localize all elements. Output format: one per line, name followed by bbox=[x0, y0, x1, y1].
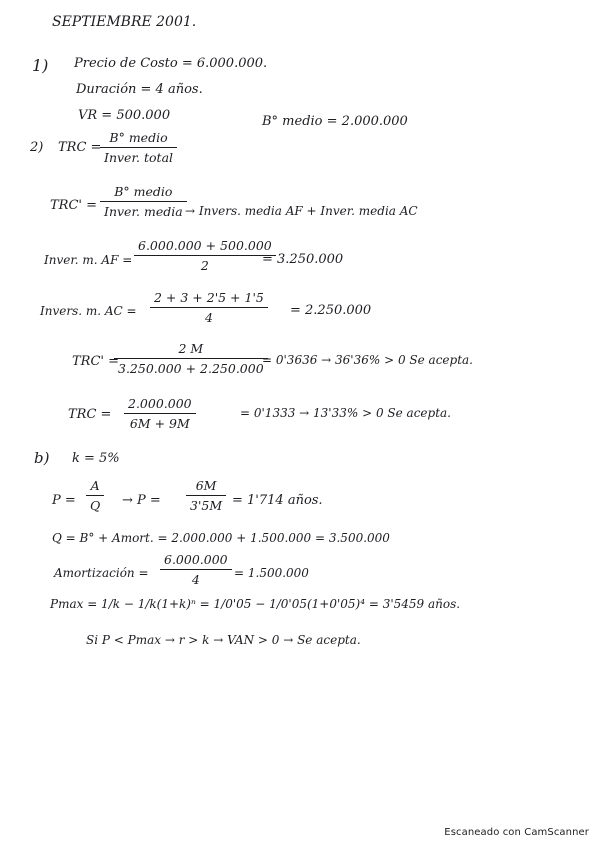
q2-number: 2) bbox=[30, 140, 44, 155]
q1-number: 1) bbox=[32, 56, 49, 75]
amortization-fraction bbox=[160, 552, 232, 587]
inv-ac-denominator: 4 bbox=[204, 310, 213, 325]
trc-prime-numerator: B° medio bbox=[100, 184, 187, 202]
inv-af-label: Inver. m. AF = bbox=[44, 253, 133, 267]
trc-fraction bbox=[100, 130, 177, 165]
inv-af-fraction bbox=[134, 238, 276, 273]
page-title: SEPTIEMBRE 2001. bbox=[52, 14, 197, 30]
payback-value-numerator: 6M bbox=[186, 478, 226, 496]
trc-result-fraction bbox=[124, 396, 196, 431]
payback-value-denominator: 3'5M bbox=[190, 498, 223, 513]
amortization-label: Amortización = bbox=[54, 566, 149, 580]
amortization-denominator: 4 bbox=[191, 572, 200, 587]
trc-prime-result-label: TRC' = bbox=[72, 354, 120, 369]
q1-precio: Precio de Costo = 6.000.000. bbox=[74, 56, 268, 71]
camscanner-watermark: Escaneado con CamScanner bbox=[444, 827, 589, 838]
inv-af-numerator: 6.000.000 + 500.000 bbox=[134, 238, 276, 256]
cash-flow-line: Q = B° + Amort. = 2.000.000 + 1.500.000 = 3.500.000 bbox=[52, 531, 390, 545]
qb-interest-rate: k = 5% bbox=[72, 451, 120, 466]
trc-prime-label: TRC' = bbox=[50, 198, 98, 213]
qb-number: b) bbox=[34, 449, 50, 467]
inv-af-result: = 3.250.000 bbox=[262, 252, 344, 267]
trc-denominator: Inver. total bbox=[104, 150, 174, 165]
payback-result: = 1'714 años. bbox=[232, 493, 323, 508]
trc-numerator: B° medio bbox=[100, 130, 177, 148]
trc-prime-result-denominator: 3.250.000 + 2.250.000 bbox=[118, 361, 264, 376]
amortization-result: = 1.500.000 bbox=[234, 566, 309, 580]
inv-ac-result: = 2.250.000 bbox=[290, 303, 372, 318]
q1-valor-residual: VR = 500.000 bbox=[78, 108, 171, 123]
trc-prime-denominator: Inver. media bbox=[104, 204, 183, 219]
trc-result-denominator: 6M + 9M bbox=[129, 416, 190, 431]
payback-numerator: A bbox=[86, 478, 104, 496]
amortization-numerator: 6.000.000 bbox=[160, 552, 232, 570]
inv-ac-label: Invers. m. AC = bbox=[40, 304, 137, 318]
trc-prime-result-fraction bbox=[114, 341, 268, 376]
inv-ac-numerator: 2 + 3 + 2'5 + 1'5 bbox=[150, 290, 268, 308]
q1-beneficio-medio: B° medio = 2.000.000 bbox=[262, 114, 408, 129]
payback-label: P = bbox=[52, 493, 76, 508]
trc-prime-result-value: = 0'3636 → 36'36% > 0 Se acepta. bbox=[262, 353, 473, 367]
trc-result-numerator: 2.000.000 bbox=[124, 396, 196, 414]
trc-prime-result-numerator: 2 M bbox=[114, 341, 268, 359]
inv-af-denominator: 2 bbox=[200, 258, 209, 273]
trc-prime-fraction bbox=[100, 184, 187, 219]
payback-fraction bbox=[86, 478, 104, 513]
trc-label: TRC = bbox=[58, 140, 102, 155]
conclusion-line: Si P < Pmax → r > k → VAN > 0 → Se acepta. bbox=[86, 633, 361, 647]
trc-result-label: TRC = bbox=[68, 407, 112, 422]
trc-prime-arrow-note: → Invers. media AF + Inver. media AC bbox=[185, 204, 418, 218]
inv-ac-fraction bbox=[150, 290, 268, 325]
q1-duracion: Duración = 4 años. bbox=[76, 82, 203, 97]
payback-arrow: → P = bbox=[122, 493, 161, 508]
pmax-line: Pmax = 1/k − 1/k(1+k)ⁿ = 1/0'05 − 1/0'05(1+0'05)⁴ = 3'5459 años. bbox=[50, 597, 461, 611]
payback-value-fraction bbox=[186, 478, 226, 513]
payback-denominator: Q bbox=[90, 498, 101, 513]
trc-result-value: = 0'1333 → 13'33% > 0 Se acepta. bbox=[240, 406, 451, 420]
